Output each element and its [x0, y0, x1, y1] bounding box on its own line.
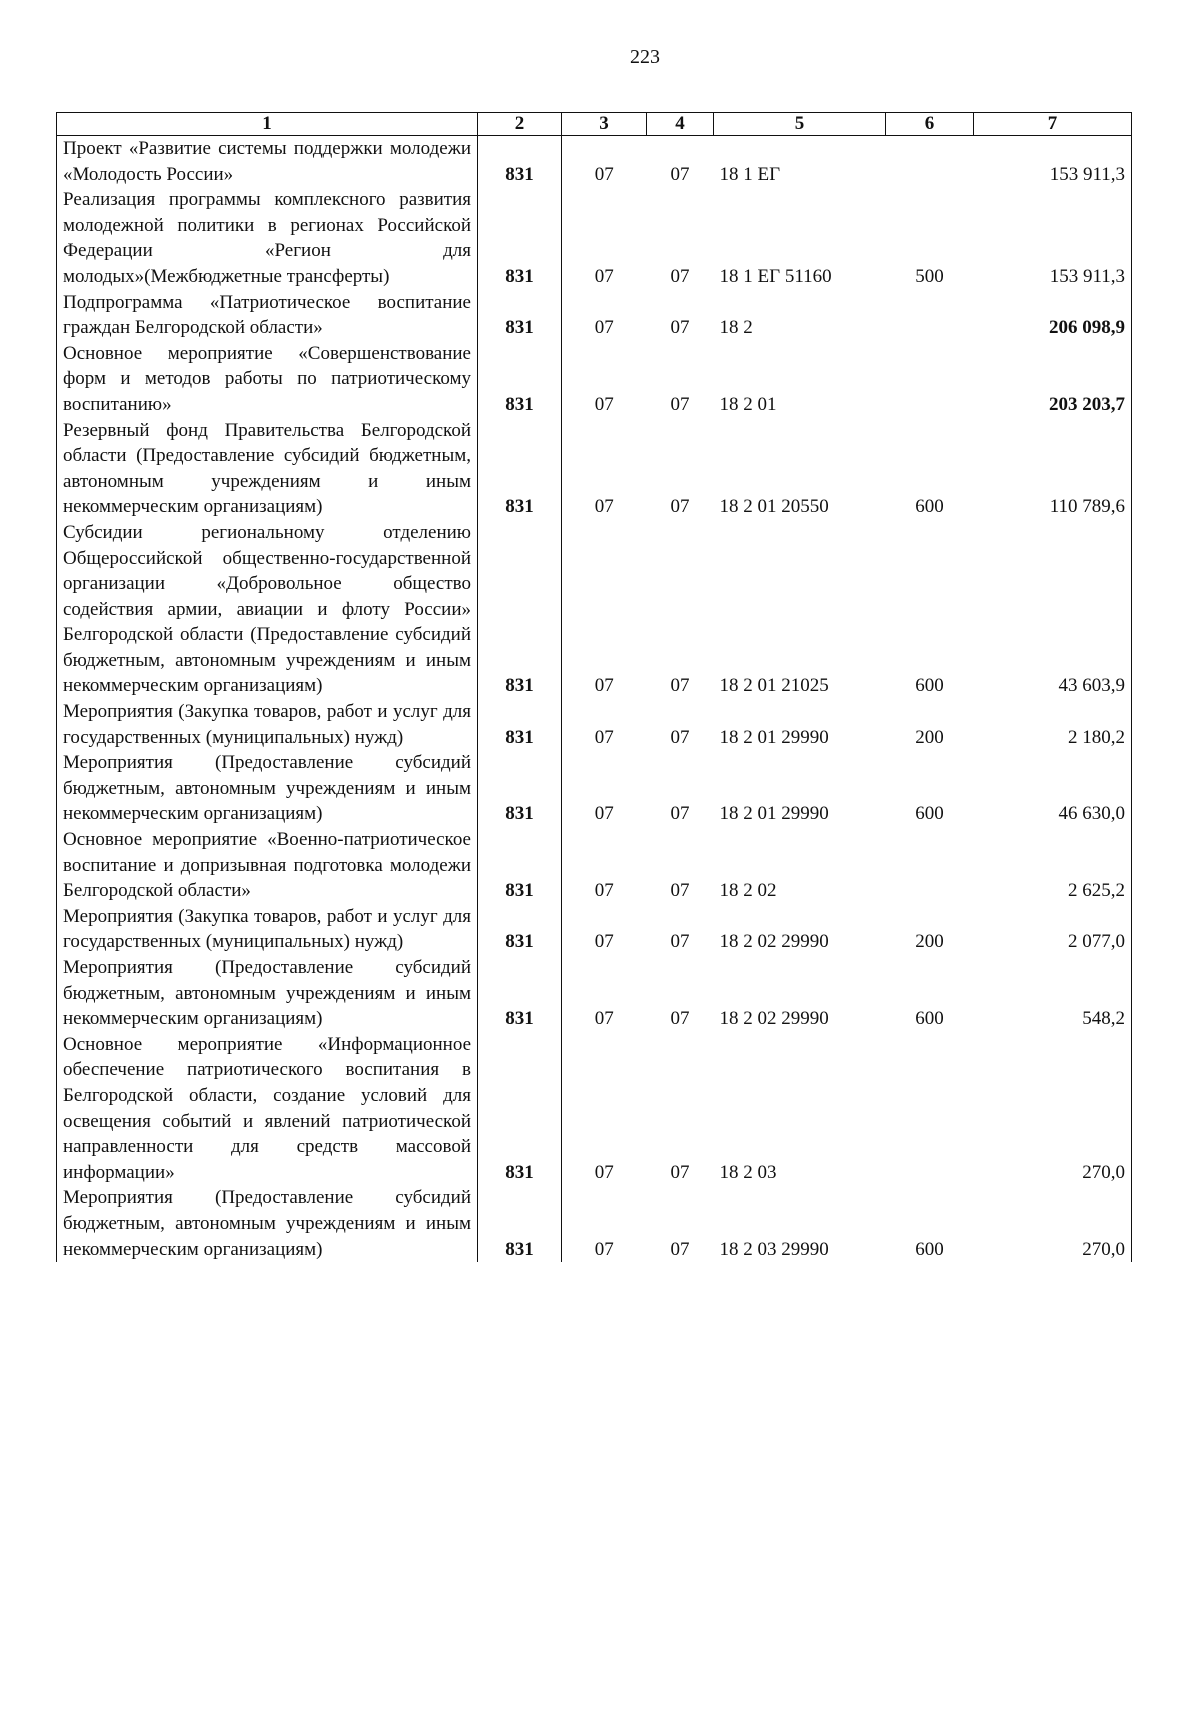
- row-target-article: 18 2 01 29990: [719, 803, 829, 825]
- row-expense-type: 600: [915, 803, 944, 825]
- table-row: [57, 341, 1132, 418]
- row-section: 07: [594, 803, 614, 825]
- row-target-article: 18 2 02: [719, 880, 777, 902]
- row-subsection: 07: [670, 163, 690, 185]
- table-row: [57, 699, 1132, 750]
- row-target-article: 18 2 02 29990: [719, 1008, 829, 1030]
- row-subsection: 07: [670, 803, 690, 825]
- column-header: 6: [886, 113, 974, 136]
- row-admin-code: 831: [478, 187, 562, 289]
- row-amount: 270,0: [974, 1185, 1132, 1262]
- row-subsection: 07: [670, 880, 690, 902]
- row-section: 07: [594, 675, 614, 697]
- row-name: Мероприятия (Закупка товаров, работ и услуг для государственных (муниципальных) нужд): [57, 699, 478, 750]
- row-section: 07: [594, 317, 614, 339]
- row-target-article: 18 2 01 20550: [719, 496, 829, 518]
- row-admin-code: 831: [478, 750, 562, 827]
- row-subsection: 07: [670, 265, 690, 287]
- row-section: 07: [594, 931, 614, 953]
- row-amount: 46 630,0: [974, 750, 1132, 827]
- row-amount: 2 077,0: [974, 904, 1132, 955]
- row-admin-code: 831: [478, 341, 562, 418]
- row-admin-code: 831: [478, 1032, 562, 1186]
- row-subsection: 07: [670, 317, 690, 339]
- row-name: Основное мероприятие «Информационное обеспечение патриотического воспитания в Белгородской области, создание условий для освещения событий и явлений патриотической направленности для средств массовой информации»: [57, 1032, 478, 1186]
- row-amount: 153 911,3: [974, 136, 1132, 188]
- row-admin-code: 831: [478, 699, 562, 750]
- row-admin-code: 831: [478, 955, 562, 1032]
- row-subsection: 07: [670, 393, 690, 415]
- table-row: [57, 904, 1132, 955]
- row-amount: 203 203,7: [974, 341, 1132, 418]
- row-expense-type: [886, 290, 974, 341]
- row-section: 07: [594, 496, 614, 518]
- row-expense-type: [886, 827, 974, 904]
- table-row: [57, 520, 1132, 699]
- table-body: [57, 136, 1132, 1263]
- column-header: 1: [57, 113, 478, 136]
- row-subsection: 07: [670, 1238, 690, 1260]
- column-header: 3: [562, 113, 647, 136]
- row-admin-code: 831: [478, 136, 562, 188]
- row-expense-type: 200: [915, 931, 944, 953]
- table-header-row: [57, 113, 1132, 136]
- page-number: 223: [630, 46, 660, 68]
- row-section: 07: [594, 1008, 614, 1030]
- row-section: 07: [594, 163, 614, 185]
- table-row: [57, 750, 1132, 827]
- row-target-article: 18 1 ЕГ 51160: [719, 265, 832, 287]
- table-row: [57, 827, 1132, 904]
- table-row: [57, 418, 1132, 520]
- row-name: Субсидии региональному отделению Общероссийской общественно-государственной организации «Добровольное общество содействия армии, авиации и флоту России» Белгородской области (Предоставление субсидий бюджетным, автономным учреждениям и иным некоммерческим организациям): [57, 520, 478, 699]
- row-amount: 153 911,3: [974, 187, 1132, 289]
- row-subsection: 07: [670, 675, 690, 697]
- row-name: Мероприятия (Предоставление субсидий бюджетным, автономным учреждениям и иным некоммерческим организациям): [57, 1185, 478, 1262]
- row-name: Мероприятия (Предоставление субсидий бюджетным, автономным учреждениям и иным некоммерческим организациям): [57, 955, 478, 1032]
- row-amount: 2 625,2: [974, 827, 1132, 904]
- row-admin-code: 831: [478, 827, 562, 904]
- row-name: Проект «Развитие системы поддержки молодежи «Молодость России»: [57, 136, 478, 188]
- row-target-article: 18 2 03: [719, 1161, 777, 1183]
- row-section: 07: [594, 265, 614, 287]
- row-amount: 548,2: [974, 955, 1132, 1032]
- row-target-article: 18 2 03 29990: [719, 1238, 829, 1260]
- row-subsection: 07: [670, 1161, 690, 1183]
- row-expense-type: 600: [915, 675, 944, 697]
- table-row: [57, 187, 1132, 289]
- row-target-article: 18 2 01: [719, 393, 777, 415]
- row-name: Подпрограмма «Патриотическое воспитание граждан Белгородской области»: [57, 290, 478, 341]
- row-expense-type: 600: [915, 1238, 944, 1260]
- row-section: 07: [594, 1238, 614, 1260]
- table-row: [57, 136, 1132, 188]
- row-name: Основное мероприятие «Совершенствование форм и методов работы по патриотическому воспитанию»: [57, 341, 478, 418]
- row-expense-type: [886, 136, 974, 188]
- row-expense-type: 600: [915, 1008, 944, 1030]
- column-header: 4: [647, 113, 714, 136]
- row-name: Реализация программы комплексного развития молодежной политики в регионах Российской Федерации «Регион для молодых»(Межбюджетные трансферты): [57, 187, 478, 289]
- row-name: Мероприятия (Предоставление субсидий бюджетным, автономным учреждениям и иным некоммерческим организациям): [57, 750, 478, 827]
- row-section: 07: [594, 880, 614, 902]
- column-header: 7: [974, 113, 1132, 136]
- row-admin-code: 831: [478, 904, 562, 955]
- table-row: [57, 290, 1132, 341]
- row-section: 07: [594, 726, 614, 748]
- row-expense-type: 200: [915, 726, 944, 748]
- row-expense-type: [886, 341, 974, 418]
- row-amount: 43 603,9: [974, 520, 1132, 699]
- row-amount: 270,0: [974, 1032, 1132, 1186]
- row-target-article: 18 2 01 21025: [719, 675, 829, 697]
- column-header: 5: [714, 113, 886, 136]
- row-expense-type: 500: [915, 265, 944, 287]
- row-target-article: 18 2: [719, 317, 753, 339]
- row-target-article: 18 2 01 29990: [719, 726, 829, 748]
- row-target-article: 18 2 02 29990: [719, 931, 829, 953]
- row-amount: 2 180,2: [974, 699, 1132, 750]
- row-section: 07: [594, 1161, 614, 1183]
- table-row: [57, 1032, 1132, 1186]
- row-subsection: 07: [670, 931, 690, 953]
- row-admin-code: 831: [478, 418, 562, 520]
- row-expense-type: 600: [915, 496, 944, 518]
- row-amount: 206 098,9: [974, 290, 1132, 341]
- row-admin-code: 831: [478, 520, 562, 699]
- row-amount: 110 789,6: [974, 418, 1132, 520]
- row-subsection: 07: [670, 496, 690, 518]
- row-target-article: 18 1 ЕГ: [719, 163, 781, 185]
- row-section: 07: [594, 393, 614, 415]
- row-subsection: 07: [670, 1008, 690, 1030]
- row-expense-type: [886, 1032, 974, 1186]
- table-row: [57, 955, 1132, 1032]
- row-name: Резервный фонд Правительства Белгородской области (Предоставление субсидий бюджетным, автономным учреждениям и иным некоммерческим организациям): [57, 418, 478, 520]
- table-row: [57, 1185, 1132, 1262]
- column-header: 2: [478, 113, 562, 136]
- row-name: Мероприятия (Закупка товаров, работ и услуг для государственных (муниципальных) нужд): [57, 904, 478, 955]
- budget-table: [56, 112, 1132, 1262]
- row-subsection: 07: [670, 726, 690, 748]
- row-admin-code: 831: [478, 1185, 562, 1262]
- row-admin-code: 831: [478, 290, 562, 341]
- row-name: Основное мероприятие «Военно-патриотическое воспитание и допризывная подготовка молодежи Белгородской области»: [57, 827, 478, 904]
